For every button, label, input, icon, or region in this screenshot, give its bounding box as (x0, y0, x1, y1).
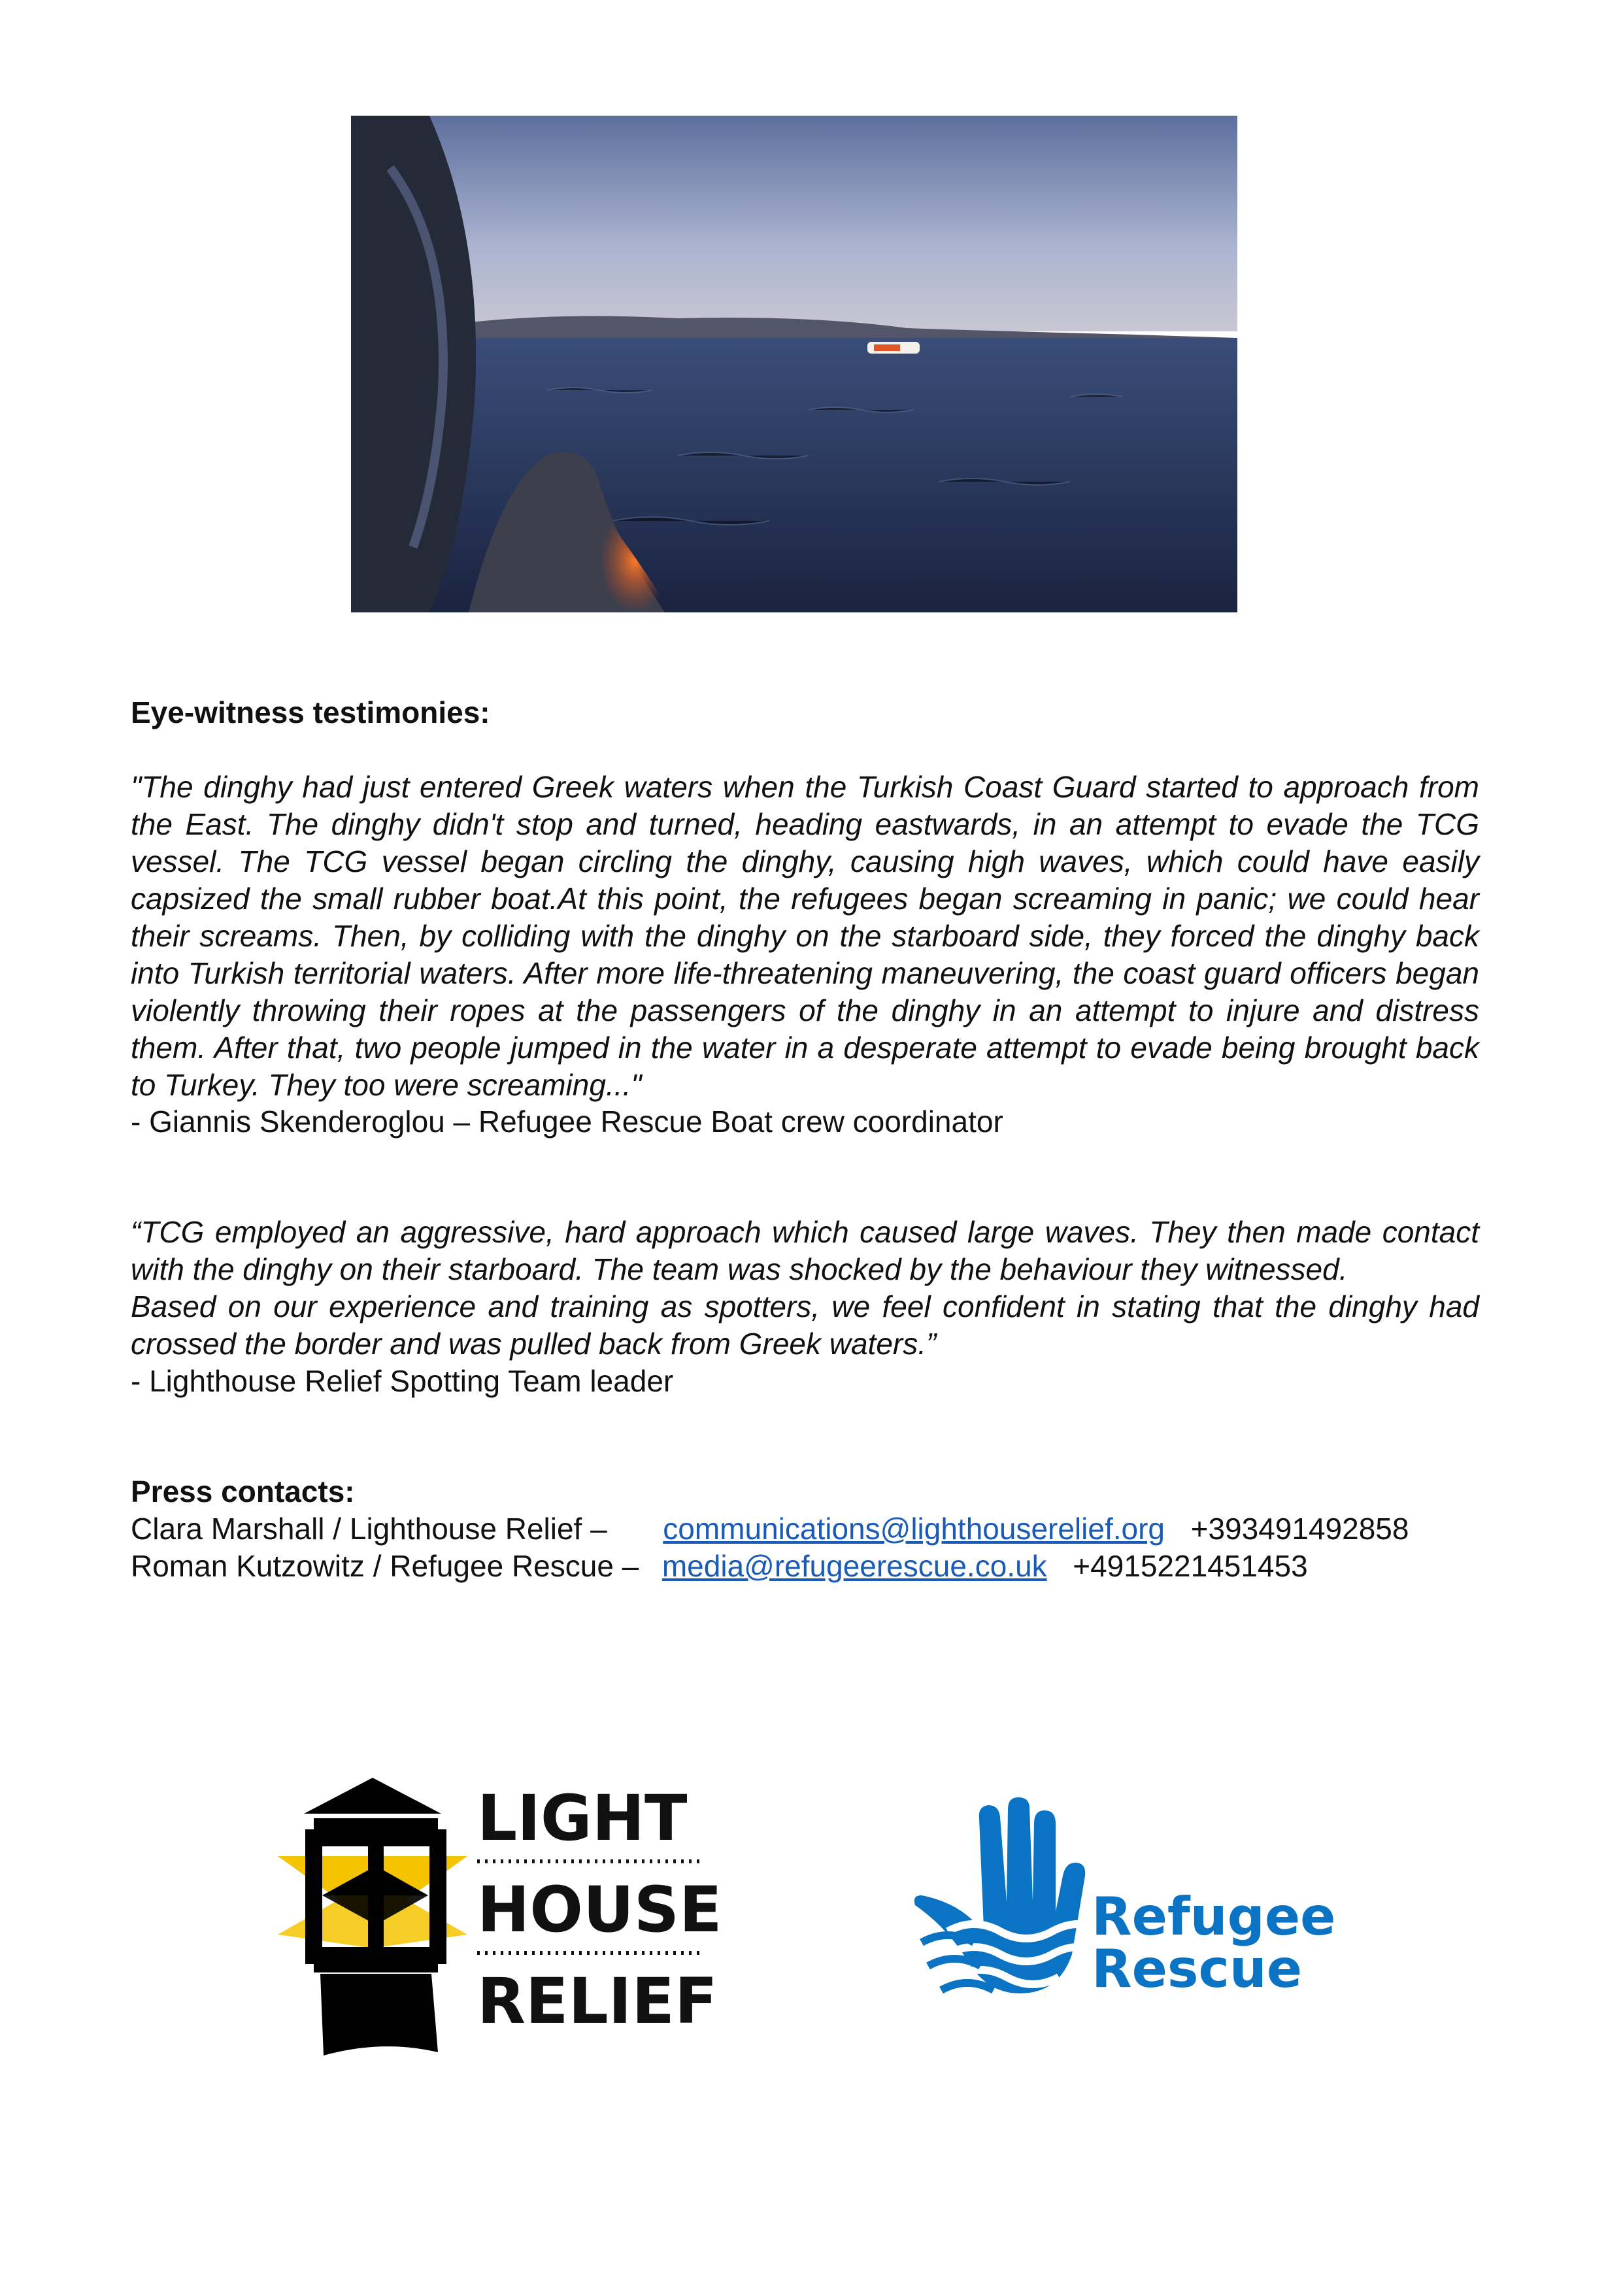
testimony-quote-2-paragraph-2: Based on our experience and training as spotters, we feel confident in stating that the dinghy had crossed the border and was pulled back from Greek waters.” (131, 1289, 1479, 1361)
testimonies-heading: Eye-witness testimonies: (131, 695, 490, 729)
press-contact-row (131, 1510, 1479, 1548)
press-contacts-heading: Press contacts: (131, 1474, 355, 1508)
lighthouse-logo-word: RELIEF (477, 1965, 718, 2038)
refugee-rescue-logo (909, 1797, 1336, 2013)
contact-email-link[interactable]: communications@lighthouserelief.org (663, 1512, 1165, 1546)
contact-email-link[interactable]: media@refugeerescue.co.uk (661, 1549, 1047, 1583)
contact-name: Roman Kutzowitz / Refugee Rescue – (131, 1549, 639, 1583)
lighthouse-logo-word: HOUSE (477, 1873, 722, 1946)
testimony-attribution-1: - Giannis Skenderoglou – Refugee Rescue Boat crew coordinator (131, 1105, 1003, 1139)
testimony-quote-2-paragraph-1: “TCG employed an aggressive, hard approach which caused large waves. They then made contact with the dinghy on their starboard. The team was shocked by the behaviour they witnessed. (131, 1215, 1479, 1286)
contact-phone: +4915221451453 (1073, 1549, 1308, 1583)
press-contact-row (131, 1548, 1479, 1585)
testimony-quote-2 (131, 1214, 1479, 1363)
lighthouse-logo-word: LIGHT (477, 1782, 688, 1855)
contact-name: Clara Marshall / Lighthouse Relief – (131, 1512, 607, 1546)
refugee-rescue-logo-word: Rescue (1092, 1938, 1303, 1999)
sea-photo (351, 116, 1237, 612)
contact-phone: +393491492858 (1190, 1512, 1409, 1546)
testimony-attribution-2: - Lighthouse Relief Spotting Team leader (131, 1364, 674, 1398)
lighthouse-icon (278, 1778, 467, 2055)
refugee-rescue-logo-word: Refugee (1092, 1886, 1336, 1947)
lighthouse-relief-logo (252, 1778, 722, 2065)
testimony-quote-1: "The dinghy had just entered Greek waters when the Turkish Coast Guard started to approach from the East. The dinghy didn't stop and turned, heading eastwards, in an attempt to evade the TCG vessel. The TCG vessel began circling the dinghy, causing high waves, which could have easily capsized the small rubber boat.At this point, the refugees began screaming in panic; we could hear their screams. Then, by colliding with the dinghy on the starboard side, they forced the dinghy back into Turkish territorial waters. After more life-threatening maneuvering, the coast guard officers began violently throwing their ropes at the passengers of the dinghy in an attempt to injure and distress them. After that, two people jumped in the water in a desperate attempt to evade being brought back to Turkey. They too were screaming..." (131, 770, 1479, 1102)
